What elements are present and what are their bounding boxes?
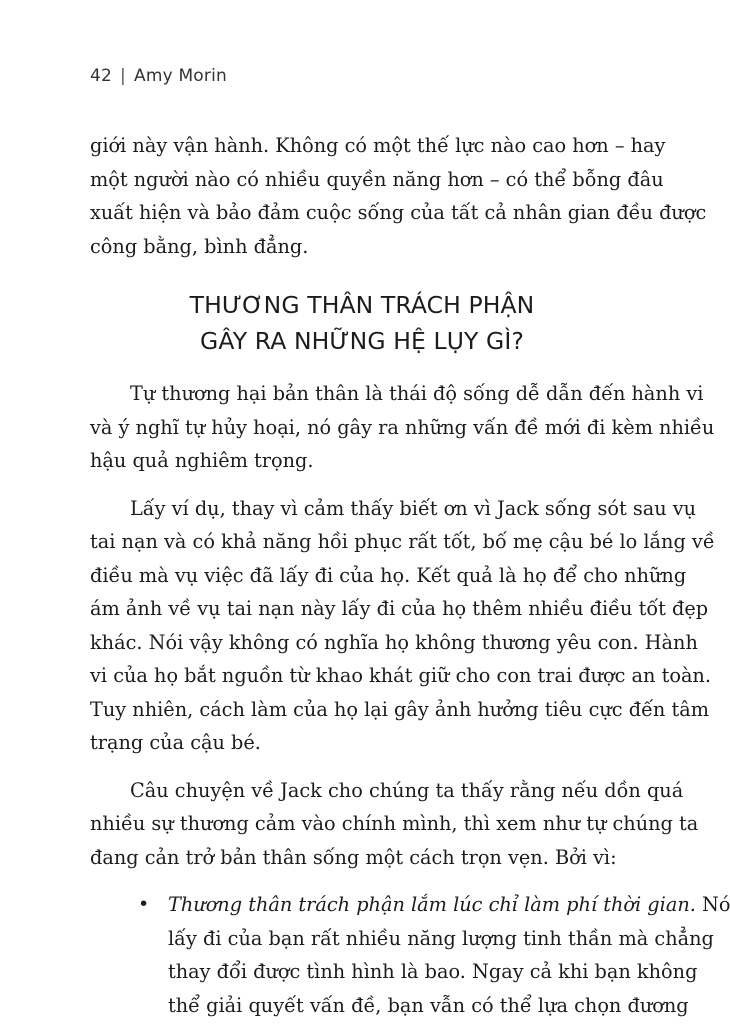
- bullet-text: [130, 888, 730, 1022]
- bullet-marker: •: [138, 893, 150, 915]
- text-line: giới này vận hành. Không có một thế lực nào cao hơn – hay: [90, 134, 666, 157]
- text-line: một người nào có nhiều quyền năng hơn – có thể bỗng đâu: [90, 167, 664, 191]
- text-line: nhiều sự thương cảm vào chính mình, thì xem như tự chúng ta: [90, 812, 699, 835]
- text-line: Tự thương hại bản thân là thái độ sống dễ dẫn đến hành vi: [130, 382, 704, 405]
- running-header: [90, 66, 227, 86]
- page-number: 42: [90, 66, 113, 86]
- paragraph-2: [90, 492, 715, 760]
- section-heading-line-2: GÂY RA NHỮNG HỆ LỤY GÌ?: [200, 327, 524, 355]
- text-line: thể giải quyết vấn đề, bạn vẫn có thể lựa chọn đương: [168, 993, 689, 1017]
- section-heading-line-1: THƯƠNG THÂN TRÁCH PHẬN: [189, 291, 535, 319]
- text-line: xuất hiện và bảo đảm cuộc sống của tất cả nhân gian đều được: [90, 201, 707, 224]
- text-line: Tuy nhiên, cách làm của họ lại gây ảnh hưởng tiêu cực đến tâm: [90, 697, 710, 721]
- text-line: điều mà vụ việc đã lấy đi của họ. Kết quả là họ để cho những: [90, 563, 687, 587]
- text-line: khác. Nói vậy không có nghĩa họ không thương yêu con. Hành: [90, 630, 698, 654]
- section-heading: [90, 287, 634, 359]
- text-line: ám ảnh về vụ tai nạn này lấy đi của họ thêm nhiều điều tốt đẹp: [90, 597, 709, 620]
- text-line: thay đổi được tình hình là bao. Ngay cả khi bạn không: [168, 960, 698, 983]
- main-body: [90, 377, 730, 1022]
- text-line: hậu quả nghiêm trọng.: [90, 449, 314, 472]
- text-line: lấy đi của bạn rất nhiều năng lượng tinh thần mà chẳng: [168, 926, 714, 950]
- paragraph-1: [90, 377, 715, 478]
- paragraph-3: [90, 774, 699, 875]
- text-line: vi của họ bắt nguồn từ khao khát giữ cho con trai được an toàn.: [90, 664, 711, 687]
- text-line: đang cản trở bản thân sống một cách trọn vẹn. Bởi vì:: [90, 845, 617, 869]
- text-line: Lấy ví dụ, thay vì cảm thấy biết ơn vì Jack sống sót sau vụ: [130, 496, 697, 520]
- bullet-line-rest: Nó: [695, 893, 730, 916]
- bullet-item: [90, 888, 730, 1022]
- text-line: và ý nghĩ tự hủy hoại, nó gây ra những vấn đề mới đi kèm nhiều: [90, 415, 715, 439]
- text-line: tai nạn và có khả năng hồi phục rất tốt, bố mẹ cậu bé lo lắng về: [90, 530, 715, 553]
- bullet-first-line: [168, 888, 730, 922]
- bullet-italic-lead: Thương thân trách phận lắm lúc chỉ làm phí thời gian.: [168, 893, 696, 916]
- text-line: công bằng, bình đẳng.: [90, 234, 309, 258]
- intro-paragraph: [90, 129, 707, 263]
- text-line: trạng của cậu bé.: [90, 731, 261, 754]
- header-separator: |: [120, 66, 126, 86]
- text-line: Câu chuyện về Jack cho chúng ta thấy rằng nếu dồn quá: [130, 778, 684, 802]
- author-name: Amy Morin: [133, 66, 227, 86]
